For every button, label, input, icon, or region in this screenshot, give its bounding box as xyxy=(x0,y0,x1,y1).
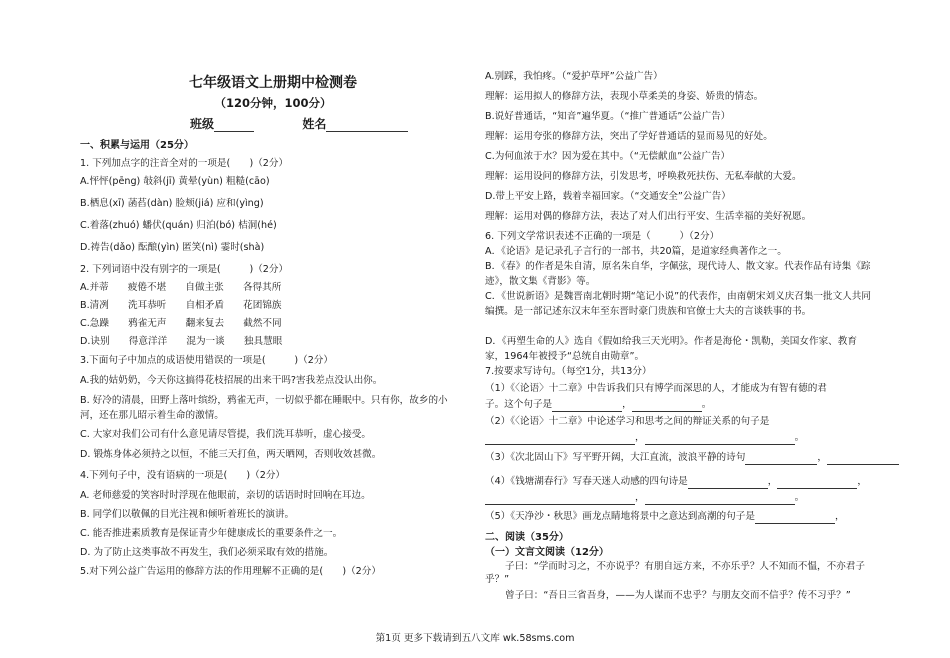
q4-stem: 4.下列句子中，没有语病的一项是( )（2分） xyxy=(80,470,286,481)
q7-4-prompt: （4）《钱塘湖春行》写春天迷人动感的四句诗是 xyxy=(485,476,688,487)
q7-2-line2: ， 。 xyxy=(485,430,804,445)
q7-4-blank-3[interactable] xyxy=(485,493,635,505)
q2-stem: 2. 下列词语中没有别字的一项是( )（2分） xyxy=(80,264,289,275)
q7-4-line2: ， 。 xyxy=(485,490,804,505)
class-blank xyxy=(214,120,254,132)
q2-option-c: C.急躁 鸦雀无声 翻来复去 截然不同 xyxy=(80,318,282,329)
name-blank xyxy=(326,120,408,132)
q2-option-b: B.清冽 洗耳恭听 自相矛盾 花团锦族 xyxy=(80,300,282,311)
q7-3-line: （3）《次北固山下》写平野开阔，大江直流，波浪平静的诗句 ， xyxy=(485,450,899,465)
q6-option-d: D．《再塑生命的人》选自《假如给我三天光明》。作者是海伦・凯勒，美国女作家、教育家，1964年被授予“总统自由勋章”。 xyxy=(485,336,857,362)
q3-option-d: D. 锻炼身体必须持之以恒，不能三天打鱼，两天晒网，否则收效甚微。 xyxy=(80,449,382,460)
q5-option-b: B.说好普通话，“知音”遍华夏。（“推广普通话”公益广告） xyxy=(485,111,731,122)
q6-option-c: C．《世说新语》是魏晋南北朝时期“笔记小说”的代表作，由南朝宋刘义庆召集一批文人共同编撰。是一部记述东汉末年至东晋时豪门贵族和官僚士大夫的言谈轶事的书。 xyxy=(485,291,871,317)
page-footer: 第1页 更多下载请到五八文库 wk.58sms.com xyxy=(375,633,575,644)
q7-2-blank-1[interactable] xyxy=(485,433,635,445)
q5-option-d: D.带上平安上路，载着幸福回家。（“交通安全”公益广告） xyxy=(485,191,731,202)
q3-option-a: A.我的姑奶奶，今天你这搞得花枝招展的出来干吗?害我差点没认出你。 xyxy=(80,375,383,386)
q4-option-b: B. 同学们以敬佩的目光注视和倾听着班长的演讲。 xyxy=(80,509,295,520)
class-name-line xyxy=(190,117,408,132)
q7-5-prompt: （5）《天净沙・秋思》画龙点睛地将景中之意达到高潮的句子是 xyxy=(485,511,755,522)
q5-option-d-explanation: 理解：运用对偶的修辞方法，表达了对人们出行平安、生活幸福的美好祝愿。 xyxy=(485,211,812,222)
q7-5-blank[interactable] xyxy=(755,512,835,524)
q5-option-c: C.为何血浓于水？因为爱在其中。（“无偿献血”公益广告） xyxy=(485,151,731,162)
q5-option-a: A.别踩，我怕疼。（“爱护草坪”公益广告） xyxy=(485,71,663,82)
q7-1-line1: （1）《〈论语〉十二章》中告诉我们只有博学而深思的人，才能成为有智有德的君 xyxy=(485,383,827,394)
q4-option-a: A. 老师慈爱的笑容时时浮现在他眼前，亲切的话语时时回响在耳边。 xyxy=(80,490,371,501)
q7-1-line2: 子。这个句子是 ， 。 xyxy=(485,399,712,410)
q1-option-c: C.着落(zhuó) 蟠伏(quán) 归泊(bó) 桔洞(hé) xyxy=(80,220,277,231)
q4-option-d: D. 为了防止这类事故不再发生，我们必须采取有效的措施。 xyxy=(80,547,334,558)
q2-option-a: A.并蒂 疲倦不堪 自做主张 各得其所 xyxy=(80,282,282,293)
q5-stem: 5.对下列公益广告运用的修辞方法的作用理解不正确的是( )（2分） xyxy=(80,566,381,577)
q6-option-b: B．《春》的作者是朱自清，原名朱自华，字佩弦，现代诗人、散文家。代表作品有诗集《踪迹》，散文集《背影》等。 xyxy=(485,261,871,287)
q1-option-d: D.祷告(dǎo) 酝酿(yìn) 匿笑(nì) 霎时(shà) xyxy=(80,242,265,253)
q5-option-a-explanation: 理解：运用拟人的修辞方法，表现小草柔美的身姿、娇贵的情态。 xyxy=(485,91,764,102)
q6-option-a: A．《论语》是记录孔子言行的一部书，共20篇，是道家经典著作之一。 xyxy=(485,246,787,257)
passage-1: 子曰：“学而时习之，不亦说乎？有朋自远方来，不亦乐乎？人不知而不愠，不亦君子乎？” xyxy=(485,561,865,585)
q6-stem: 6. 下列文学常识表述不正确的一项是（ ）（2分） xyxy=(485,231,720,242)
q7-2-prompt: （2）《〈论语〉十二章》中论述学习和思考之间的辩证关系的句子是 xyxy=(485,416,770,427)
name-label: 姓名 xyxy=(302,117,327,131)
q3-stem: 3.下面句子中加点的成语使用错误的一项是( )（2分） xyxy=(80,355,333,366)
q7-1-blank-2[interactable] xyxy=(632,400,702,412)
subsection-classical-reading: （一）文言文阅读（12分） xyxy=(485,547,609,558)
q7-5-line: （5）《天净沙・秋思》画龙点睛地将景中之意达到高潮的句子是 ， xyxy=(485,511,845,522)
q7-3-prompt: （3）《次北固山下》写平野开阔，大江直流，波浪平静的诗句 xyxy=(485,452,746,463)
q7-2-line1 xyxy=(485,414,769,429)
exam-title: 七年级语文上册期中检测卷 xyxy=(189,75,357,91)
q1-stem: 1. 下列加点字的注音全对的一项是( )（2分） xyxy=(80,158,289,169)
q7-4-blank-2[interactable] xyxy=(777,477,857,489)
q7-stem: 7.按要求写诗句。（每空1分，共13分） xyxy=(485,366,652,377)
q7-4-line1: （4）《钱塘湖春行》写春天迷人动感的四句诗是 ， ， xyxy=(485,476,867,487)
section-2-heading: 二、阅读（35分） xyxy=(485,532,569,543)
section-1-heading: 一、积累与运用（25分） xyxy=(80,140,194,151)
q7-2-blank-2[interactable] xyxy=(645,433,795,445)
q3-option-b: B. 好冷的清晨，田野上落叶缤纷，鸦雀无声，一切似乎都在睡眠中。只有你，故乡的小河，还在那儿昭示着生命的激情。 xyxy=(80,395,448,421)
q7-1-prompt: 子。这个句子是 xyxy=(485,399,553,410)
q5-option-c-explanation: 理解：运用设问的修辞方法，引发思考，呼唤救死扶伤、无私奉献的大爱。 xyxy=(485,171,802,182)
q1-option-a: A.怦怦(pēng) 敧斜(jī) 黄晕(yùn) 粗糙(cāo) xyxy=(80,176,270,187)
q7-4-blank-4[interactable] xyxy=(645,493,795,505)
class-label: 班级 xyxy=(190,117,215,131)
q2-option-d: D.诀别 得意洋洋 混为一谈 独具慧眼 xyxy=(80,336,283,347)
q7-3-blank-2[interactable] xyxy=(827,453,899,465)
q1-option-b: B.栖息(xī) 菡萏(dàn) 脸颊(jiá) 应和(yìng) xyxy=(80,198,264,209)
q7-4-blank-1[interactable] xyxy=(688,477,768,489)
q4-option-c: C. 能否推进素质教育是保证青少年健康成长的重要条件之一。 xyxy=(80,528,343,539)
q3-option-c: C. 大家对我们公司有什么意见请尽管提，我们洗耳恭听，虚心接受。 xyxy=(80,429,372,440)
q5-option-b-explanation: 理解：运用夸张的修辞方法，突出了学好普通话的显而易见的好处。 xyxy=(485,131,773,142)
q7-1-blank-1[interactable] xyxy=(552,400,622,412)
passage-2: 曾子曰：“吾日三省吾身，——为人谋而不忠乎？与朋友交而不信乎？传不习乎？” xyxy=(505,590,851,601)
q7-3-blank-1[interactable] xyxy=(745,453,817,465)
exam-subtitle: （120分钟，100分） xyxy=(214,96,332,110)
